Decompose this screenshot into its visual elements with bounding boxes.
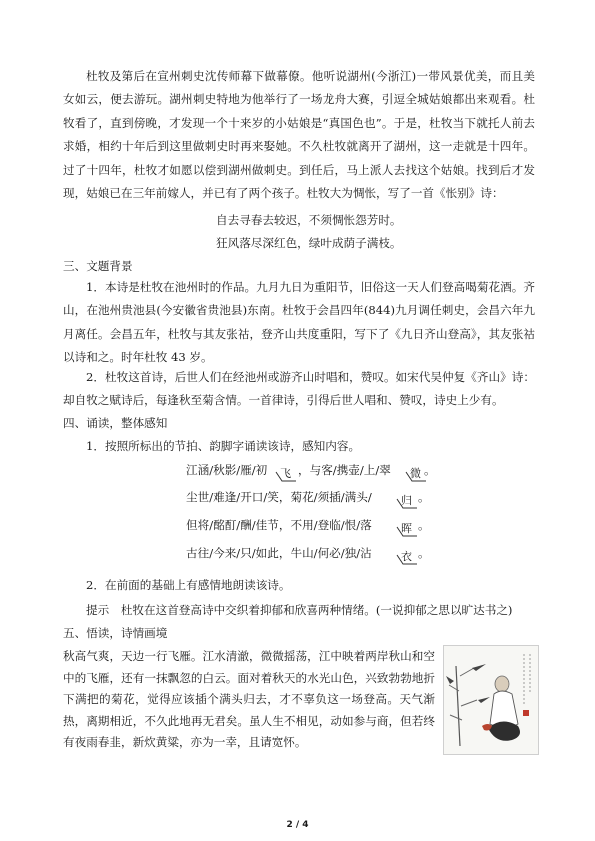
recite-line-1 [186,463,267,478]
recite-line-text: 江涵/秋影/雁/初 [186,463,268,477]
tip-text: 杜牧在这首登高诗中交织着抑郁和欣喜两种情绪。(一说抑郁之思以旷达书之) [120,603,513,617]
recite-line-4: 古往/今来/只/如此，牛山/何必/独/沾 [186,546,372,560]
section5-paragraph: 秋高气爽，天边一行飞雁。江水清澈，微微摇荡，江中映着两岸秋山和空中的飞雁，还有一抹飘忽的白云。面对着秋天的水光山色，兴致勃勃地折下满把的菊花，觉得应该插个满头归去，才不辜负这一场登高。天气渐热，离期相近，不久此地再无君矣。虽人生不相见，动如参与商，但若终有夜雨春韭，新炊黄粱，亦为一幸，且请宽怀。 [63,649,435,750]
section4-item-1: 1．按照所标出的节拍、韵脚字诵读该诗，感知内容。 [86,439,361,453]
section4-item-2: 2．在前面的基础上有感情地朗读该诗。 [86,578,291,592]
ink-painting-image [443,645,539,755]
recite-line-4-end: 。 [418,546,430,560]
tip-label: 提示 [86,603,110,617]
rhyme-char: 微 [410,467,421,480]
rhyme-char: 归 [401,494,412,507]
level-tone-mark-icon [395,552,419,566]
level-tone-mark-icon [274,469,298,483]
poem-line-1: 自去寻春去较迟，不须惆怅怨芳时。 [216,213,402,227]
section3-paragraph-2: 2．杜牧这首诗，后世人们在经池州或游齐山时唱和，赞叹。如宋代吴仲复《齐山》诗：却自牧之赋诗后，每逢秋至菊含情。一首律诗，引得后世人唱和、赞叹，诗史上少有。 [63,370,535,408]
section3-paragraph-1: 1．本诗是杜牧在池州时的作品。九月九日为重阳节，旧俗这一天人们登高喝菊花酒。齐山，在池州贵池县(今安徽省贵池县)东南。杜牧于会昌四年(844)九月调任刺史，会昌六年九月离任。会昌五年，杜牧与其友张祜，登齐山共度重阳，写下了《九日齐山登高》，其友张祜以诗和之。时年杜牧 43 岁。 [63,280,535,365]
section3-heading: 三、文题背景 [63,259,133,273]
recite-line-1-tail: ，与客/携壶/上/翠 [298,463,391,477]
level-tone-mark-icon [395,496,419,510]
section4-heading: 四、诵读，整体感知 [63,416,168,430]
intro-paragraph: 杜牧及第后在宣州刺史沈传师幕下做幕僚。他听说湖州(今浙江)一带风景优美，而且美女如云，便去游玩。湖州刺史特地为他举行了一场龙舟大赛，引逗全城姑娘都出来观看。杜牧看了，直到傍晚，才发现一个十来岁的小姑娘是“真国色也”。于是，杜牧当下就托人前去求婚，相约十年后到这里做刺史时再来娶她。不久杜牧就离开了湖州，这一走就是十四年。过了十四年，杜牧才如愿以偿到湖州做刺史。到任后，马上派人去找这个姑娘。找到后才发现，姑娘已在三年前嫁人，并已有了两个孩子。杜牧大为惆怅，写了一首《怅别》诗： [63,69,535,201]
recite-line-2-end: 。 [418,490,430,504]
recite-line-2: 尘世/难逢/开口/笑，菊花/须插/满头/ [186,490,372,504]
recite-line-3: 但将/酩酊/酬/佳节，不用/登临/恨/落 [186,518,372,532]
rhyme-char: 飞 [280,467,291,480]
page-number: 2 / 4 [286,820,309,830]
rhyme-char: 晖 [401,522,412,535]
section5-heading: 五、悟读，诗情画境 [63,626,168,640]
tip-line [86,603,512,618]
recite-line-3-end: 。 [418,518,430,532]
rhyme-char: 衣 [401,550,412,563]
poem-line-2: 狂风落尽深红色，绿叶成荫子满枝。 [216,236,402,250]
ink-painting-figure-icon [444,646,538,754]
level-tone-mark-icon [395,524,419,538]
recite-line-1-end: 。 [424,463,436,477]
